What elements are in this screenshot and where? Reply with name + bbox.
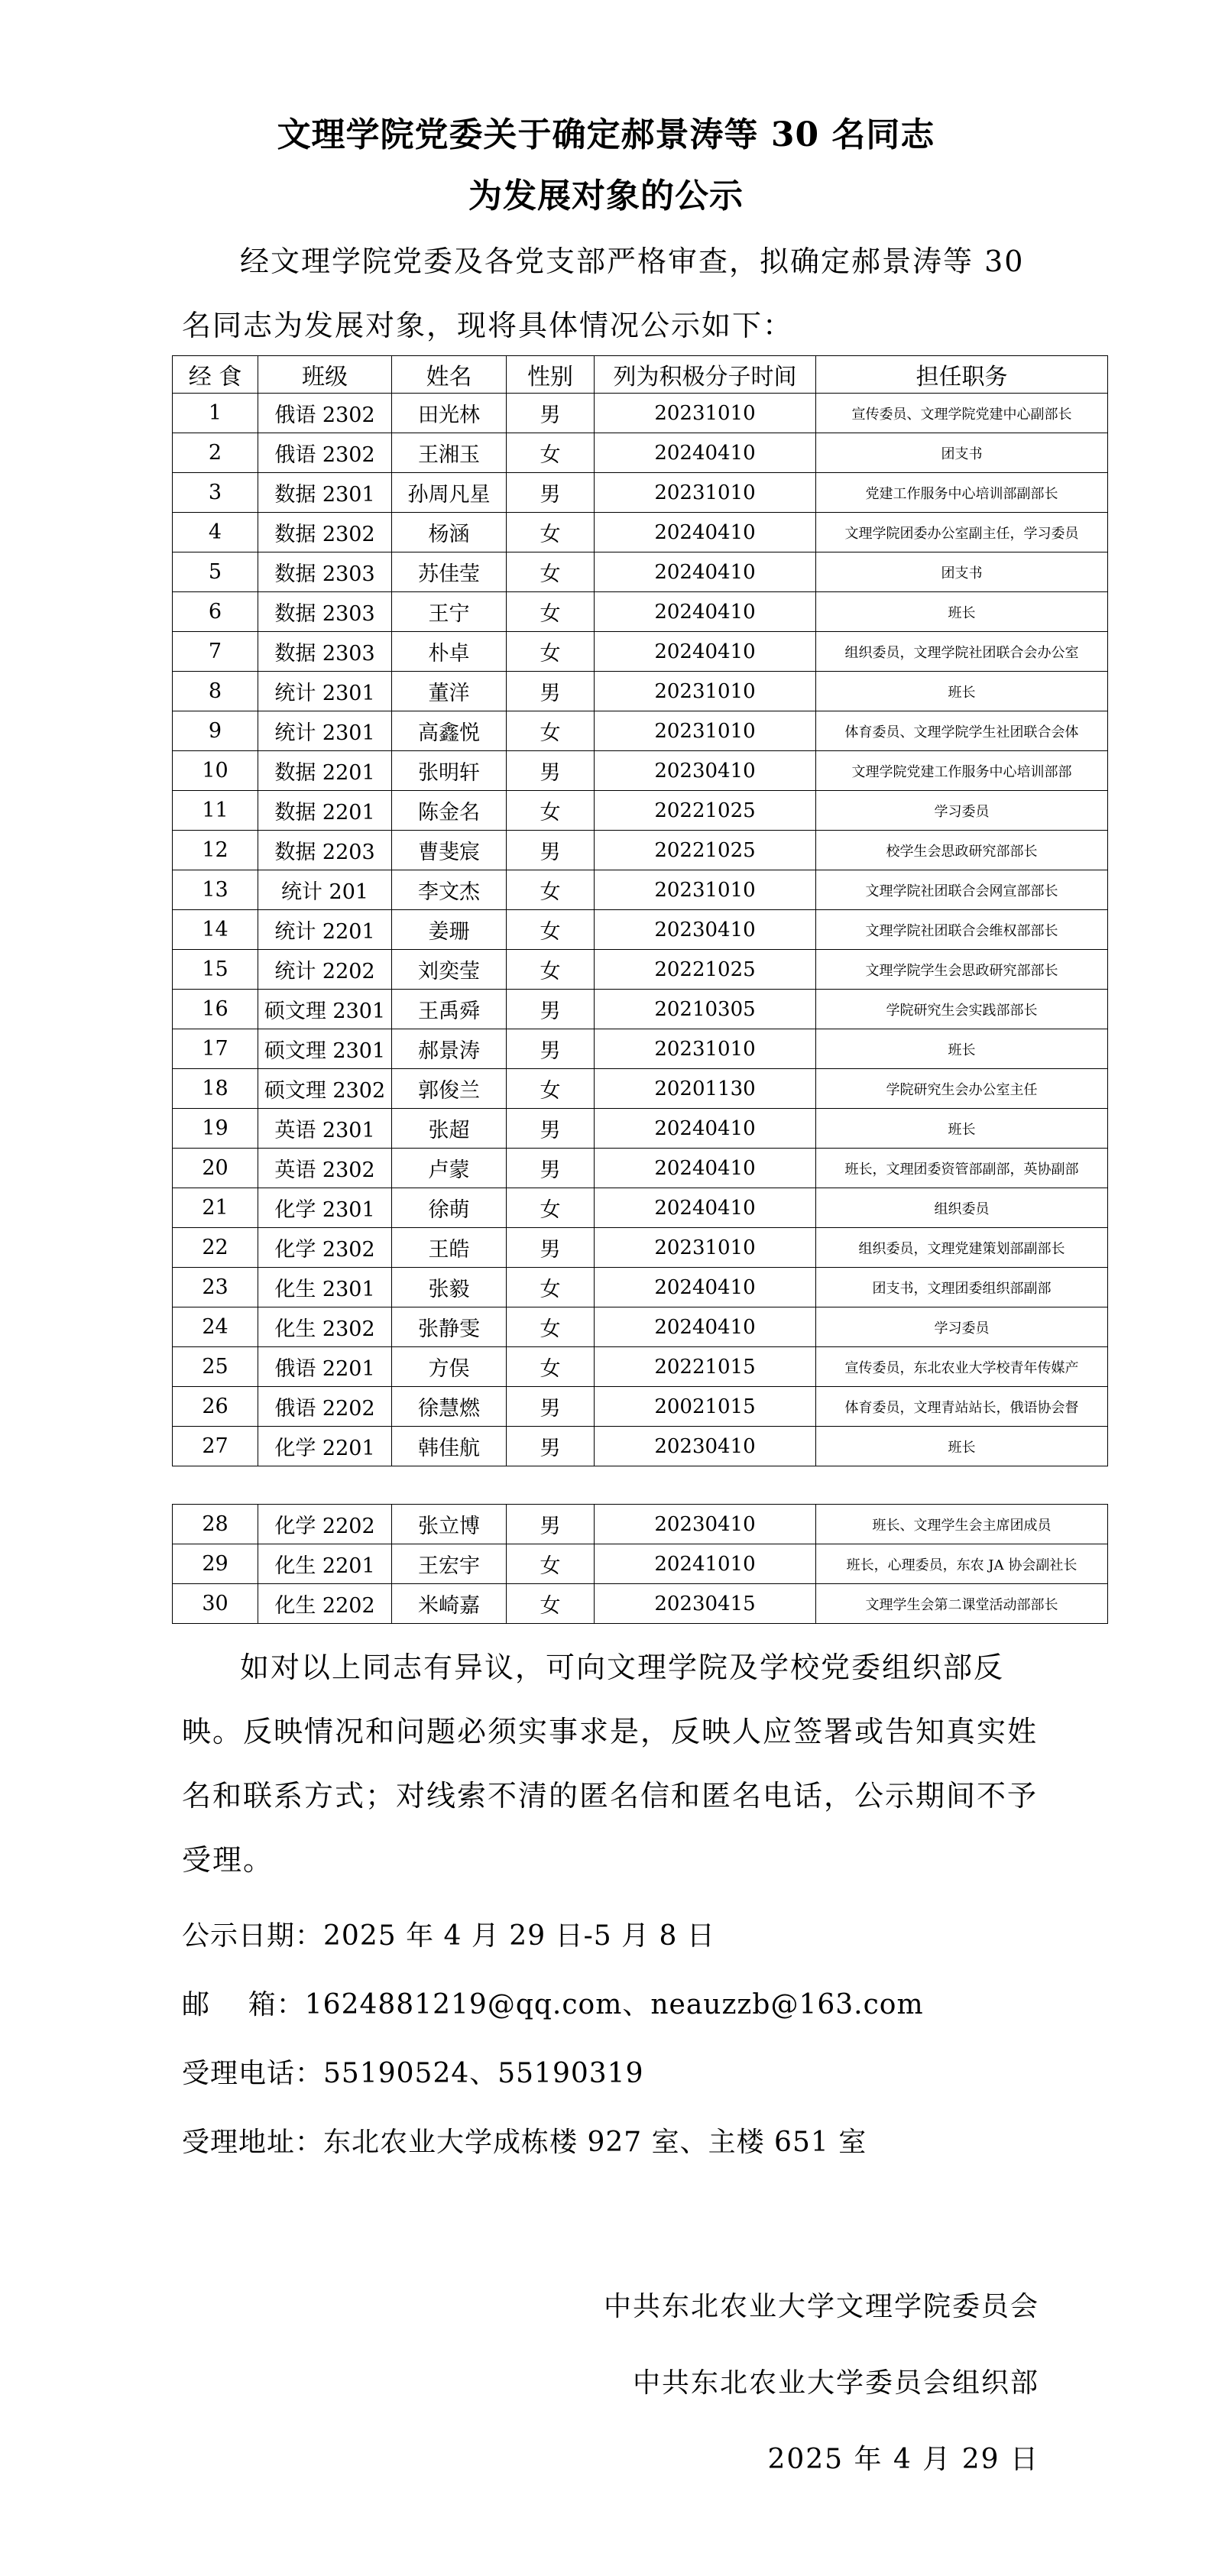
cell-index: 2 <box>173 433 258 473</box>
cell-gender: 女 <box>507 433 595 473</box>
table-row <box>173 1069 1108 1109</box>
cell-class: 硕文理 2301 <box>258 990 392 1029</box>
table-header-row <box>173 356 1108 394</box>
cell-name: 米崎嘉 <box>392 1584 507 1624</box>
table-row <box>173 990 1108 1029</box>
cell-gender: 男 <box>507 394 595 433</box>
cell-date: 20231010 <box>595 870 816 910</box>
signature-date: 2025 年 4 月 29 日 <box>767 2444 1039 2475</box>
cell-position: 党建工作服务中心培训部副部长 <box>816 473 1108 513</box>
cell-name: 孙周凡星 <box>392 473 507 513</box>
cell-name: 郝景涛 <box>392 1029 507 1069</box>
cell-gender: 女 <box>507 1188 595 1228</box>
cell-index: 10 <box>173 751 258 791</box>
intro-paragraph: 经文理学院党委及各党支部严格审查，拟确定郝景涛等 30 名同志为发展对象，现将具体情况公示如下： <box>182 245 1025 342</box>
cell-index: 19 <box>173 1109 258 1149</box>
table-row <box>173 433 1108 473</box>
cell-date: 20230415 <box>595 1584 816 1624</box>
phone-label: 受理电话： <box>182 2058 324 2089</box>
table-row <box>173 791 1108 831</box>
cell-name: 韩佳航 <box>392 1427 507 1466</box>
cell-date: 20231010 <box>595 473 816 513</box>
cell-position: 组织委员，文理学院社团联合会办公室 <box>816 632 1108 672</box>
table-row <box>173 394 1108 433</box>
table-row <box>173 1029 1108 1069</box>
cell-name: 王湘玉 <box>392 433 507 473</box>
cell-name: 徐萌 <box>392 1188 507 1228</box>
cell-position: 文理学生会第二课堂活动部部长 <box>816 1584 1108 1624</box>
cell-date: 20230410 <box>595 1427 816 1466</box>
cell-date: 20201130 <box>595 1069 816 1109</box>
signature-org1: 中共东北农业大学文理学院委员会 <box>603 2291 1039 2322</box>
address-line <box>182 2121 867 2160</box>
cell-gender: 男 <box>507 473 595 513</box>
cell-gender: 男 <box>507 1149 595 1188</box>
table-row <box>173 910 1108 950</box>
table-row <box>173 1149 1108 1188</box>
candidate-table <box>172 355 1108 1466</box>
cell-index: 26 <box>173 1387 258 1427</box>
cell-gender: 女 <box>507 1347 595 1387</box>
cell-name: 张明轩 <box>392 751 507 791</box>
table-row <box>173 473 1108 513</box>
cell-name: 高鑫悦 <box>392 711 507 751</box>
cell-date: 20230410 <box>595 910 816 950</box>
cell-date: 20240410 <box>595 632 816 672</box>
cell-name: 李文杰 <box>392 870 507 910</box>
cell-name: 苏佳莹 <box>392 552 507 592</box>
cell-gender: 女 <box>507 632 595 672</box>
cell-gender: 男 <box>507 1109 595 1149</box>
cell-position: 学院研究生会办公室主任 <box>816 1069 1108 1109</box>
cell-class: 化生 2201 <box>258 1544 392 1584</box>
cell-position: 宣传委员，东北农业大学校青年传媒产 <box>816 1347 1108 1387</box>
address-value: 东北农业大学成栋楼 927 室、主楼 651 室 <box>323 2127 867 2158</box>
document-title-line2: 为发展对象的公示 <box>468 177 744 215</box>
cell-index: 24 <box>173 1307 258 1347</box>
table-row <box>173 1584 1108 1624</box>
table-row <box>173 1544 1108 1584</box>
cell-position: 团支书，文理团委组织部副部 <box>816 1268 1108 1307</box>
cell-date: 20221015 <box>595 1347 816 1387</box>
table-row <box>173 552 1108 592</box>
cell-date: 20240410 <box>595 592 816 632</box>
table-row <box>173 831 1108 870</box>
cell-class: 英语 2302 <box>258 1149 392 1188</box>
cell-date: 20240410 <box>595 433 816 473</box>
cell-class: 硕文理 2301 <box>258 1029 392 1069</box>
cell-date: 20240410 <box>595 552 816 592</box>
table-row <box>173 711 1108 751</box>
table-row <box>173 592 1108 632</box>
cell-class: 化学 2302 <box>258 1228 392 1268</box>
cell-position: 学习委员 <box>816 791 1108 831</box>
cell-position: 体育委员，文理青站站长，俄语协会督 <box>816 1387 1108 1427</box>
cell-class: 数据 2303 <box>258 552 392 592</box>
cell-position: 组织委员 <box>816 1188 1108 1228</box>
cell-index: 25 <box>173 1347 258 1387</box>
cell-name: 田光林 <box>392 394 507 433</box>
cell-gender: 女 <box>507 870 595 910</box>
cell-position: 文理学院社团联合会维权部部长 <box>816 910 1108 950</box>
cell-gender: 男 <box>507 990 595 1029</box>
cell-date: 20240410 <box>595 1109 816 1149</box>
cell-gender: 女 <box>507 910 595 950</box>
cell-gender: 女 <box>507 791 595 831</box>
objection-paragraph: 如对以上同志有异议，可向文理学院及学校党委组织部反映。反映情况和问题必须实事求是，反映人应签署或告知真实姓名和联系方式；对线索不清的匿名信和匿名电话，公示期间不予受理。 <box>182 1651 1039 1877</box>
cell-index: 14 <box>173 910 258 950</box>
cell-position: 学习委员 <box>816 1307 1108 1347</box>
cell-name: 张超 <box>392 1109 507 1149</box>
cell-class: 化生 2202 <box>258 1584 392 1624</box>
cell-date: 20240410 <box>595 1149 816 1188</box>
cell-date: 20231010 <box>595 394 816 433</box>
email-label: 邮 箱： <box>182 1989 305 2020</box>
header-position: 担任职务 <box>816 356 1108 394</box>
cell-index: 13 <box>173 870 258 910</box>
cell-position: 组织委员，文理党建策划部副部长 <box>816 1228 1108 1268</box>
cell-index: 16 <box>173 990 258 1029</box>
table-row <box>173 1228 1108 1268</box>
publicity-date <box>182 1914 715 1953</box>
cell-date: 20210305 <box>595 990 816 1029</box>
cell-index: 18 <box>173 1069 258 1109</box>
cell-index: 28 <box>173 1505 258 1544</box>
cell-class: 化学 2301 <box>258 1188 392 1228</box>
cell-name: 刘奕莹 <box>392 950 507 990</box>
cell-class: 统计 201 <box>258 870 392 910</box>
email-line <box>182 1983 924 2022</box>
cell-position: 文理学院社团联合会网宣部部长 <box>816 870 1108 910</box>
cell-index: 11 <box>173 791 258 831</box>
cell-name: 方俣 <box>392 1347 507 1387</box>
cell-date: 20240410 <box>595 1268 816 1307</box>
table-row <box>173 1427 1108 1466</box>
cell-class: 俄语 2302 <box>258 394 392 433</box>
cell-index: 12 <box>173 831 258 870</box>
cell-name: 朴卓 <box>392 632 507 672</box>
cell-position: 文理学院学生会思政研究部部长 <box>816 950 1108 990</box>
cell-position: 文理学院党建工作服务中心培训部部 <box>816 751 1108 791</box>
cell-class: 统计 2301 <box>258 672 392 711</box>
cell-gender: 男 <box>507 672 595 711</box>
cell-position: 宣传委员、文理学院党建中心副部长 <box>816 394 1108 433</box>
table-row <box>173 950 1108 990</box>
cell-gender: 女 <box>507 592 595 632</box>
cell-class: 统计 2201 <box>258 910 392 950</box>
table-row <box>173 1387 1108 1427</box>
cell-index: 20 <box>173 1149 258 1188</box>
table-row <box>173 751 1108 791</box>
cell-date: 20221025 <box>595 831 816 870</box>
cell-name: 杨涵 <box>392 513 507 552</box>
header-name: 姓名 <box>392 356 507 394</box>
cell-date: 20240410 <box>595 1188 816 1228</box>
cell-index: 22 <box>173 1228 258 1268</box>
cell-position: 班长，文理团委资管部副部，英协副部 <box>816 1149 1108 1188</box>
cell-index: 5 <box>173 552 258 592</box>
cell-class: 数据 2302 <box>258 513 392 552</box>
cell-position: 团支书 <box>816 552 1108 592</box>
cell-class: 统计 2301 <box>258 711 392 751</box>
publicity-date-value: 2025 年 4 月 29 日-5 月 8 日 <box>323 1920 715 1952</box>
cell-name: 陈金名 <box>392 791 507 831</box>
cell-position: 班长、文理学生会主席团成员 <box>816 1505 1108 1544</box>
cell-index: 8 <box>173 672 258 711</box>
cell-position: 班长 <box>816 1427 1108 1466</box>
cell-class: 硕文理 2302 <box>258 1069 392 1109</box>
document-title-line1: 文理学院党委关于确定郝景涛等 30 名同志 <box>277 115 935 154</box>
cell-date: 20240410 <box>595 1307 816 1347</box>
cell-position: 文理学院团委办公室副主任，学习委员 <box>816 513 1108 552</box>
cell-index: 9 <box>173 711 258 751</box>
cell-index: 21 <box>173 1188 258 1228</box>
table-row <box>173 1268 1108 1307</box>
cell-name: 王皓 <box>392 1228 507 1268</box>
email-value: 1624881219@qq.com、neauzzb@163.com <box>304 1989 924 2020</box>
cell-gender: 女 <box>507 711 595 751</box>
table-row <box>173 870 1108 910</box>
table-row <box>173 1505 1108 1544</box>
cell-index: 7 <box>173 632 258 672</box>
cell-position: 体育委员、文理学院学生社团联合会体 <box>816 711 1108 751</box>
cell-name: 姜珊 <box>392 910 507 950</box>
cell-index: 23 <box>173 1268 258 1307</box>
cell-date: 20231010 <box>595 1029 816 1069</box>
cell-class: 化学 2202 <box>258 1505 392 1544</box>
cell-name: 张静雯 <box>392 1307 507 1347</box>
cell-position: 班长 <box>816 672 1108 711</box>
cell-position: 班长，心理委员，东农 JA 协会副社长 <box>816 1544 1108 1584</box>
cell-name: 张毅 <box>392 1268 507 1307</box>
cell-class: 数据 2303 <box>258 592 392 632</box>
cell-class: 英语 2301 <box>258 1109 392 1149</box>
cell-gender: 女 <box>507 1584 595 1624</box>
cell-date: 20240410 <box>595 513 816 552</box>
cell-class: 俄语 2201 <box>258 1347 392 1387</box>
cell-class: 统计 2202 <box>258 950 392 990</box>
cell-gender: 女 <box>507 1268 595 1307</box>
cell-gender: 女 <box>507 552 595 592</box>
table-row <box>173 513 1108 552</box>
phone-value: 55190524、55190319 <box>323 2058 644 2089</box>
cell-index: 29 <box>173 1544 258 1584</box>
cell-index: 17 <box>173 1029 258 1069</box>
cell-index: 27 <box>173 1427 258 1466</box>
table-row <box>173 632 1108 672</box>
cell-class: 化生 2302 <box>258 1307 392 1347</box>
cell-class: 数据 2201 <box>258 751 392 791</box>
cell-date: 20231010 <box>595 711 816 751</box>
table-row <box>173 1109 1108 1149</box>
cell-gender: 男 <box>507 1228 595 1268</box>
cell-class: 化学 2201 <box>258 1427 392 1466</box>
cell-position: 团支书 <box>816 433 1108 473</box>
cell-index: 1 <box>173 394 258 433</box>
header-class: 班级 <box>258 356 392 394</box>
cell-gender: 女 <box>507 1069 595 1109</box>
cell-index: 30 <box>173 1584 258 1624</box>
cell-name: 王禹舜 <box>392 990 507 1029</box>
cell-gender: 女 <box>507 1307 595 1347</box>
header-gender: 性别 <box>507 356 595 394</box>
cell-date: 20231010 <box>595 1228 816 1268</box>
cell-class: 数据 2303 <box>258 632 392 672</box>
cell-name: 董洋 <box>392 672 507 711</box>
cell-position: 班长 <box>816 1029 1108 1069</box>
phone-line <box>182 2052 643 2091</box>
header-activist-date: 列为积极分子时间 <box>595 356 816 394</box>
candidate-table-continued <box>172 1504 1108 1624</box>
cell-date: 20221025 <box>595 950 816 990</box>
signature-org2: 中共东北农业大学委员会组织部 <box>632 2367 1039 2399</box>
address-label: 受理地址： <box>182 2127 324 2158</box>
cell-class: 俄语 2302 <box>258 433 392 473</box>
cell-gender: 男 <box>507 751 595 791</box>
cell-index: 6 <box>173 592 258 632</box>
cell-name: 王宁 <box>392 592 507 632</box>
cell-date: 20021015 <box>595 1387 816 1427</box>
cell-name: 曹斐宸 <box>392 831 507 870</box>
cell-class: 数据 2203 <box>258 831 392 870</box>
table-row <box>173 1188 1108 1228</box>
cell-date: 20221025 <box>595 791 816 831</box>
cell-gender: 男 <box>507 1387 595 1427</box>
table-row <box>173 672 1108 711</box>
cell-class: 化生 2301 <box>258 1268 392 1307</box>
cell-name: 卢蒙 <box>392 1149 507 1188</box>
cell-name: 张立博 <box>392 1505 507 1544</box>
table-row <box>173 1307 1108 1347</box>
cell-name: 徐慧燃 <box>392 1387 507 1427</box>
cell-index: 3 <box>173 473 258 513</box>
cell-index: 15 <box>173 950 258 990</box>
cell-class: 俄语 2202 <box>258 1387 392 1427</box>
cell-class: 数据 2301 <box>258 473 392 513</box>
cell-gender: 男 <box>507 831 595 870</box>
cell-gender: 女 <box>507 1544 595 1584</box>
cell-position: 班长 <box>816 592 1108 632</box>
cell-date: 20231010 <box>595 672 816 711</box>
cell-gender: 男 <box>507 1505 595 1544</box>
cell-name: 郭俊兰 <box>392 1069 507 1109</box>
cell-gender: 女 <box>507 950 595 990</box>
table-row <box>173 1347 1108 1387</box>
cell-position: 班长 <box>816 1109 1108 1149</box>
publicity-date-label: 公示日期： <box>182 1920 324 1952</box>
cell-date: 20241010 <box>595 1544 816 1584</box>
cell-date: 20230410 <box>595 751 816 791</box>
cell-position: 学院研究生会实践部部长 <box>816 990 1108 1029</box>
cell-date: 20230410 <box>595 1505 816 1544</box>
cell-gender: 男 <box>507 1029 595 1069</box>
cell-index: 4 <box>173 513 258 552</box>
header-index: 经 食 <box>173 356 258 394</box>
cell-class: 数据 2201 <box>258 791 392 831</box>
cell-gender: 男 <box>507 1427 595 1466</box>
cell-gender: 女 <box>507 513 595 552</box>
cell-position: 校学生会思政研究部部长 <box>816 831 1108 870</box>
cell-name: 王宏宇 <box>392 1544 507 1584</box>
